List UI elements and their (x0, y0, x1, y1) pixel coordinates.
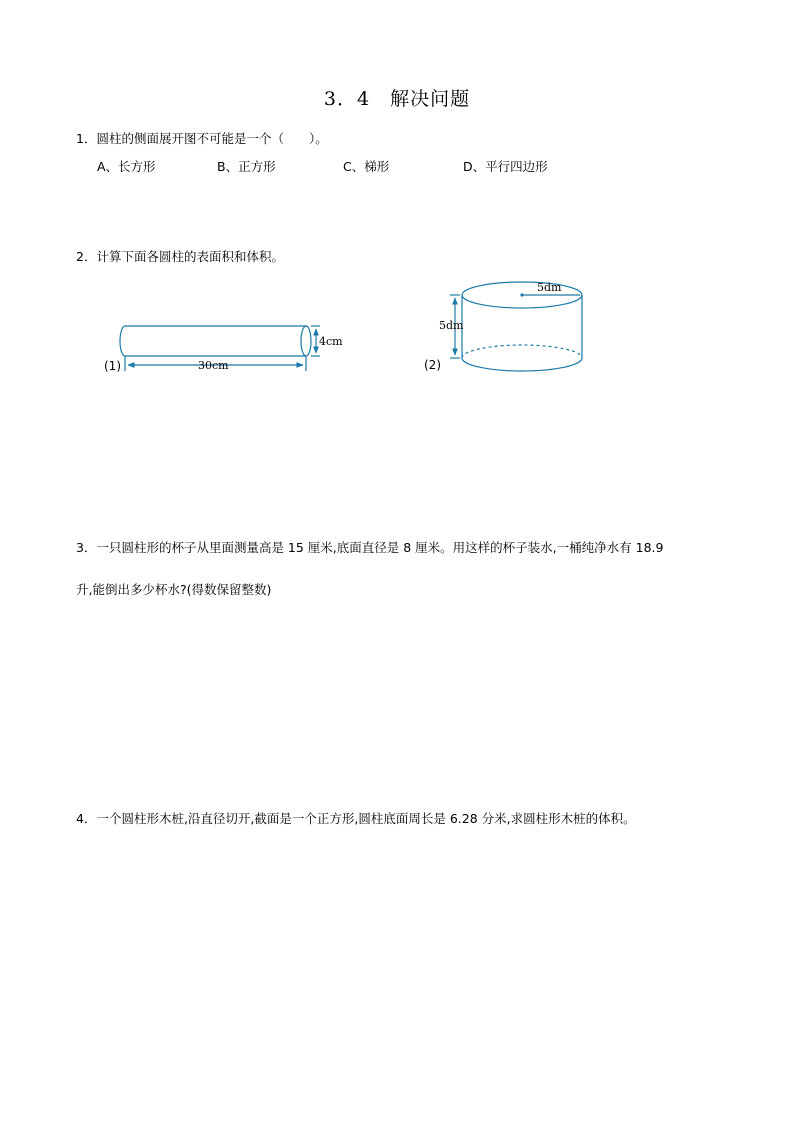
question-4-text: 4．一个圆柱形木桩,沿直径切开,截面是一个正方形,圆柱底面周长是 6.28 分米,求圆柱形木桩的体积。 (76, 811, 636, 826)
q1-option-a: A、长方形 (97, 159, 156, 174)
question-1-text: 1．圆柱的侧面展开图不可能是一个（ ）。 (76, 131, 328, 146)
question-2-text: 2．计算下面各圆柱的表面积和体积。 (76, 249, 284, 264)
question-3-line-1: 3．一只圆柱形的杯子从里面测量高是 15 厘米,底面直径是 8 厘米。用这样的杯子装水,一桶纯净水有 18.9 (76, 540, 664, 555)
fig1-length-label: 30cm (198, 359, 229, 372)
q1-option-c: C、梯形 (343, 159, 390, 174)
section-title: 解决问题 (390, 88, 471, 110)
fig2-height-label: 5dm (439, 319, 464, 332)
question-3-line-2: 升,能倒出多少杯水?(得数保留整数) (76, 582, 272, 597)
section-number: 3．4 (323, 88, 371, 110)
cylinder-figure-2 (435, 278, 595, 378)
page-title (0, 84, 794, 111)
q1-option-b: B、正方形 (217, 159, 276, 174)
fig1-diameter-label: 4cm (319, 335, 343, 348)
cylinder-figure-1 (100, 315, 360, 381)
fig1-label: (1) (104, 359, 121, 373)
q1-option-d: D、平行四边形 (463, 159, 548, 174)
fig2-radius-label: 5dm (537, 281, 562, 294)
fig2-label: (2) (424, 358, 441, 372)
